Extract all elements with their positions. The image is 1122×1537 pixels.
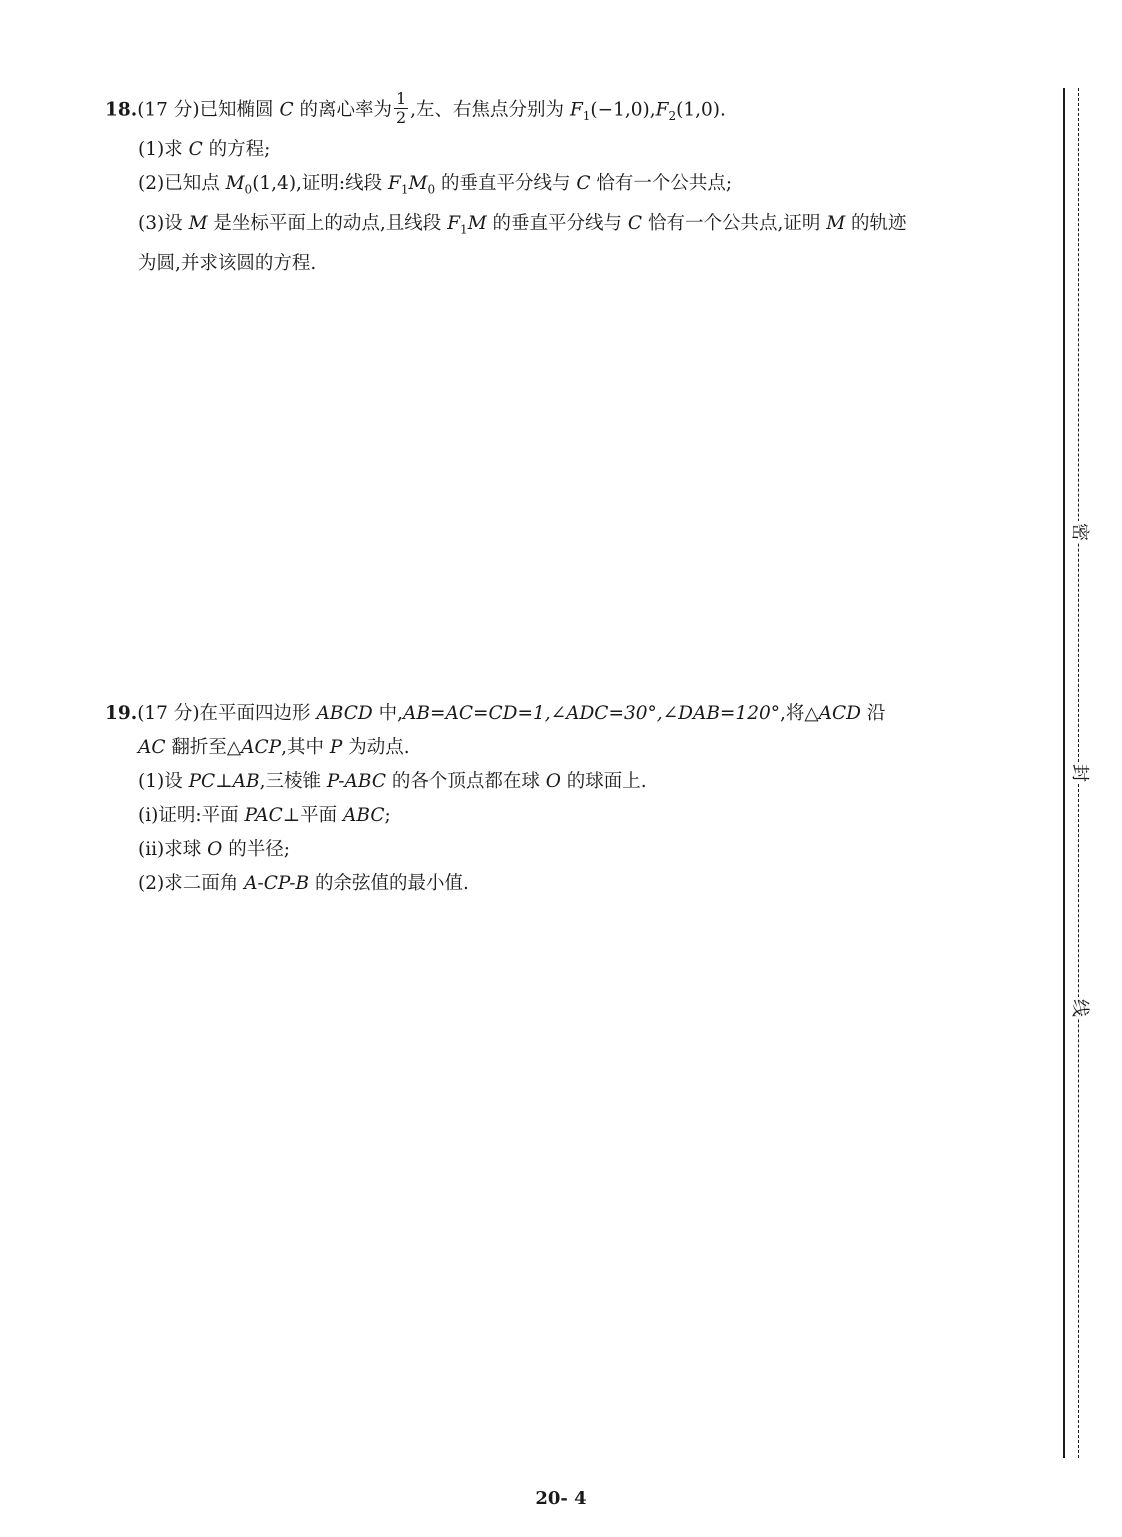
q19-text: 的余弦值的最小值. <box>309 873 469 894</box>
q18-var-f: F <box>388 173 401 195</box>
q18-part-2 <box>105 167 1045 207</box>
q18-text: 的离心率为 <box>293 99 392 121</box>
q18-fraction <box>394 90 408 127</box>
q19-text: ; <box>384 805 391 826</box>
q18-var-m: M <box>826 212 846 234</box>
q19-stem <box>105 697 1045 731</box>
q18-var-f: F <box>447 212 461 234</box>
subscript: 2 <box>668 109 677 124</box>
q19-var: ACD <box>818 703 861 724</box>
subscript: 1 <box>460 222 468 237</box>
q19-var: AC <box>138 737 166 758</box>
fraction-numerator: 1 <box>395 89 407 108</box>
q19-text: 的半径; <box>222 839 290 860</box>
q19-text: (1)设 <box>138 771 189 792</box>
q18-text: (1,4),证明:线段 <box>252 173 389 195</box>
q18-text: 是坐标平面上的动点,且线段 <box>207 212 448 234</box>
question-18 <box>105 89 1045 281</box>
q18-text: 为圆,并求该圆的方程. <box>138 252 317 274</box>
seal-label-xian: 线 <box>1066 997 1092 1019</box>
q18-var-c: C <box>188 139 203 161</box>
subscript: 1 <box>400 182 409 197</box>
q19-part-1 <box>105 765 1045 799</box>
q19-var: O <box>207 839 223 860</box>
seal-label-feng: 封 <box>1066 762 1092 784</box>
q19-text: (ⅱ)求球 <box>138 839 208 860</box>
q19-var: A-CP-B <box>244 873 310 894</box>
q18-text: (1)求 <box>138 139 189 161</box>
q19-text: (ⅰ)证明:平面 <box>138 805 245 826</box>
q19-stem-cont <box>105 731 1045 765</box>
q19-text: ,将△ <box>779 703 819 724</box>
q18-text: (17 分)已知椭圆 <box>137 99 280 121</box>
q18-part-1 <box>105 133 1045 167</box>
q19-text: 为动点. <box>342 737 410 758</box>
q18-text: 的垂直平分线与 <box>435 173 577 195</box>
q19-text: 的球面上. <box>560 771 647 792</box>
q18-stem <box>105 89 1045 133</box>
subscript: 1 <box>582 109 591 124</box>
q18-text: (2)已知点 <box>138 173 226 195</box>
q19-text: ,三棱锥 <box>259 771 327 792</box>
q19-part-2 <box>105 867 1045 901</box>
q18-text: 的轨迹 <box>845 212 907 234</box>
q19-number: 19. <box>105 703 138 724</box>
q18-var-c: C <box>279 99 294 121</box>
q19-text: 中, <box>372 703 403 724</box>
q19-var: P <box>329 737 343 758</box>
q19-text: (2)求二面角 <box>138 873 245 894</box>
q18-var-m: M <box>467 212 487 234</box>
q19-text: 翻折至△ <box>165 737 242 758</box>
q19-part-1-i <box>105 799 1045 833</box>
fraction-denominator: 2 <box>395 108 407 127</box>
q18-text: 恰有一个公共点,证明 <box>642 212 827 234</box>
q19-text: ⊥平面 <box>282 805 344 826</box>
q18-var-m: M <box>225 173 245 195</box>
q18-text: 恰有一个公共点; <box>590 173 733 195</box>
q18-text: 的方程; <box>202 139 271 161</box>
q19-var: PC⊥AB <box>188 771 260 792</box>
q18-var-f: F <box>655 99 669 121</box>
q18-text: (1,0). <box>676 99 726 121</box>
q19-var: O <box>545 771 561 792</box>
q18-text: (−1,0), <box>590 99 656 121</box>
page-number: 20- 4 <box>535 1488 587 1509</box>
q19-equation: AB=AC=CD=1,∠ADC=30°,∠DAB=120° <box>403 703 780 724</box>
q19-text: 沿 <box>860 703 886 724</box>
q18-text: ,左、右焦点分别为 <box>410 99 570 121</box>
q19-text: 的各个顶点都在球 <box>385 771 546 792</box>
q19-text: ,其中 <box>281 737 330 758</box>
question-19 <box>105 697 1045 901</box>
q18-var-m: M <box>408 173 428 195</box>
q19-part-1-ii <box>105 833 1045 867</box>
q19-var: ACP <box>241 737 282 758</box>
q19-text: (17 分)在平面四边形 <box>137 703 317 724</box>
q18-var-f: F <box>569 99 583 121</box>
q18-text: (3)设 <box>138 212 189 234</box>
q19-var: ABC <box>343 805 385 826</box>
subscript: 0 <box>244 182 253 197</box>
binding-solid-line <box>1063 88 1065 1458</box>
q19-var: P-ABC <box>326 771 386 792</box>
q18-part-3-cont <box>105 247 1045 281</box>
q18-part-3 <box>105 207 1045 247</box>
q19-var: PAC <box>244 805 283 826</box>
q18-number: 18. <box>105 99 138 121</box>
q18-text: 的垂直平分线与 <box>486 212 628 234</box>
seal-label-mi: 密 <box>1066 521 1092 543</box>
q19-var: ABCD <box>316 703 373 724</box>
subscript: 0 <box>427 182 436 197</box>
q18-var-m: M <box>188 212 208 234</box>
q18-var-c: C <box>627 212 643 234</box>
q18-var-c: C <box>576 173 591 195</box>
